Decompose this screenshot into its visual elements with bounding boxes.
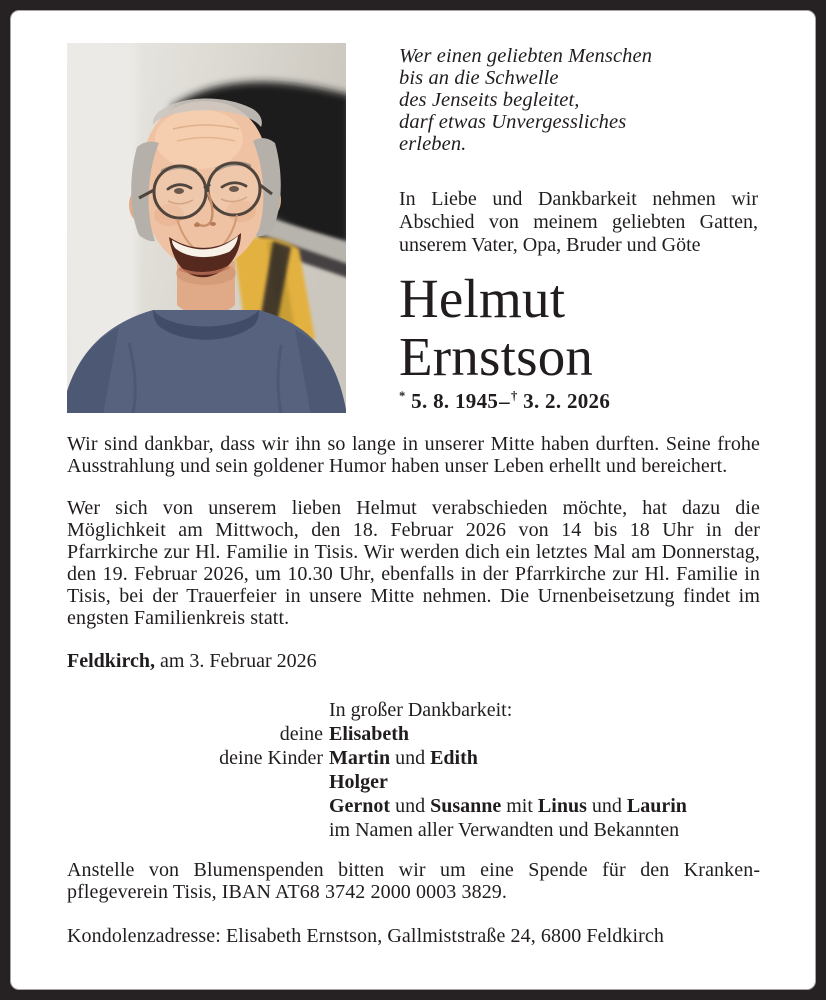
closing-row bbox=[67, 818, 760, 842]
portrait-photo bbox=[67, 43, 346, 413]
poem-line: erleben. bbox=[399, 133, 467, 155]
closing-row bbox=[67, 794, 760, 818]
place-date-line bbox=[67, 650, 760, 672]
birth-date: 5. 8. 1945 bbox=[411, 389, 499, 413]
intro-text: In Liebe und Dankbarkeit nehmen wir Abschied von meinem geliebten Gatten, unserem Vater, Opa, Bruder und Göte bbox=[399, 188, 758, 256]
closing-block bbox=[67, 698, 760, 842]
life-dates bbox=[399, 389, 758, 414]
place-name: Feldkirch, bbox=[67, 650, 155, 672]
closing-row bbox=[67, 770, 760, 794]
closing-label: deine bbox=[279, 723, 323, 745]
poem-line: des Jenseits begleitet, bbox=[399, 89, 580, 111]
portrait-illustration bbox=[67, 43, 346, 413]
closing-label bbox=[67, 818, 323, 842]
gratitude-paragraph: Wir sind dankbar, dass wir ihn so lange in unserer Mitte haben durften. Seine frohe Ausstrahlung und sein goldener Humor haben unser Leben erhellt und bereichert. bbox=[67, 433, 760, 477]
deceased-first-name: Helmut bbox=[399, 268, 566, 329]
closing-heading: In großer Dankbarkeit: bbox=[329, 699, 513, 721]
deceased-last-name: Ernstson bbox=[399, 326, 594, 387]
funeral-details-paragraph: Wer sich von unserem lieben Helmut verabschieden möchte, hat dazu die Möglichkeit am Mittwoch, den 18. Februar 2026 von 14 bis 18 Uhr in der Pfarrkirche zur Hl. Familie in Tisis. Wir werden dich ein letztes Mal am Donnerstag, den 19. Februar 2026, um 10.30 Uhr, ebenfalls in der Pfarrkirche zur Hl. Familie in Tisis, bei der Trauerfeier in unsere Mitte nehmen. Die Urnenbeisetzung findet im engsten Familienkreis statt. bbox=[67, 497, 760, 629]
closing-names: Gernot und Susanne mit Linus und Laurin bbox=[329, 795, 687, 817]
top-section bbox=[67, 43, 760, 414]
poem-line: Wer einen geliebten Menschen bbox=[399, 45, 653, 67]
closing-names: Martin und Edith bbox=[329, 747, 478, 769]
closing-label bbox=[67, 770, 323, 794]
death-date: 3. 2. 2026 bbox=[523, 389, 611, 413]
epigraph-poem bbox=[399, 45, 758, 155]
condolence-address: Kondolenzadresse: Elisabeth Ernstson, Gallmiststraße 24, 6800 Feldkirch bbox=[67, 925, 664, 947]
obituary-card bbox=[10, 10, 816, 990]
date-text: am 3. Februar 2026 bbox=[154, 650, 317, 672]
closing-names: im Namen aller Verwandten und Bekannten bbox=[329, 819, 680, 841]
deceased-name bbox=[399, 270, 758, 386]
closing-row bbox=[67, 746, 760, 770]
closing-names: Holger bbox=[329, 771, 388, 793]
donation-paragraph: Anstelle von Blumenspenden bitten wir um eine Spende für den Krankenpflegeverein Tisis, IBAN AT68 3742 2000 0003 3829. bbox=[67, 859, 760, 903]
closing-label bbox=[67, 794, 323, 818]
closing-row bbox=[67, 722, 760, 746]
birth-star-symbol: * bbox=[399, 389, 406, 403]
death-cross-symbol: † bbox=[510, 389, 518, 403]
closing-names: Elisabeth bbox=[329, 723, 410, 745]
poem-line: darf etwas Unvergessliches bbox=[399, 111, 627, 133]
closing-label: deine Kinder bbox=[219, 747, 323, 769]
header-text-column bbox=[399, 43, 758, 414]
dates-separator: – bbox=[499, 389, 510, 413]
poem-line: bis an die Schwelle bbox=[399, 67, 559, 89]
